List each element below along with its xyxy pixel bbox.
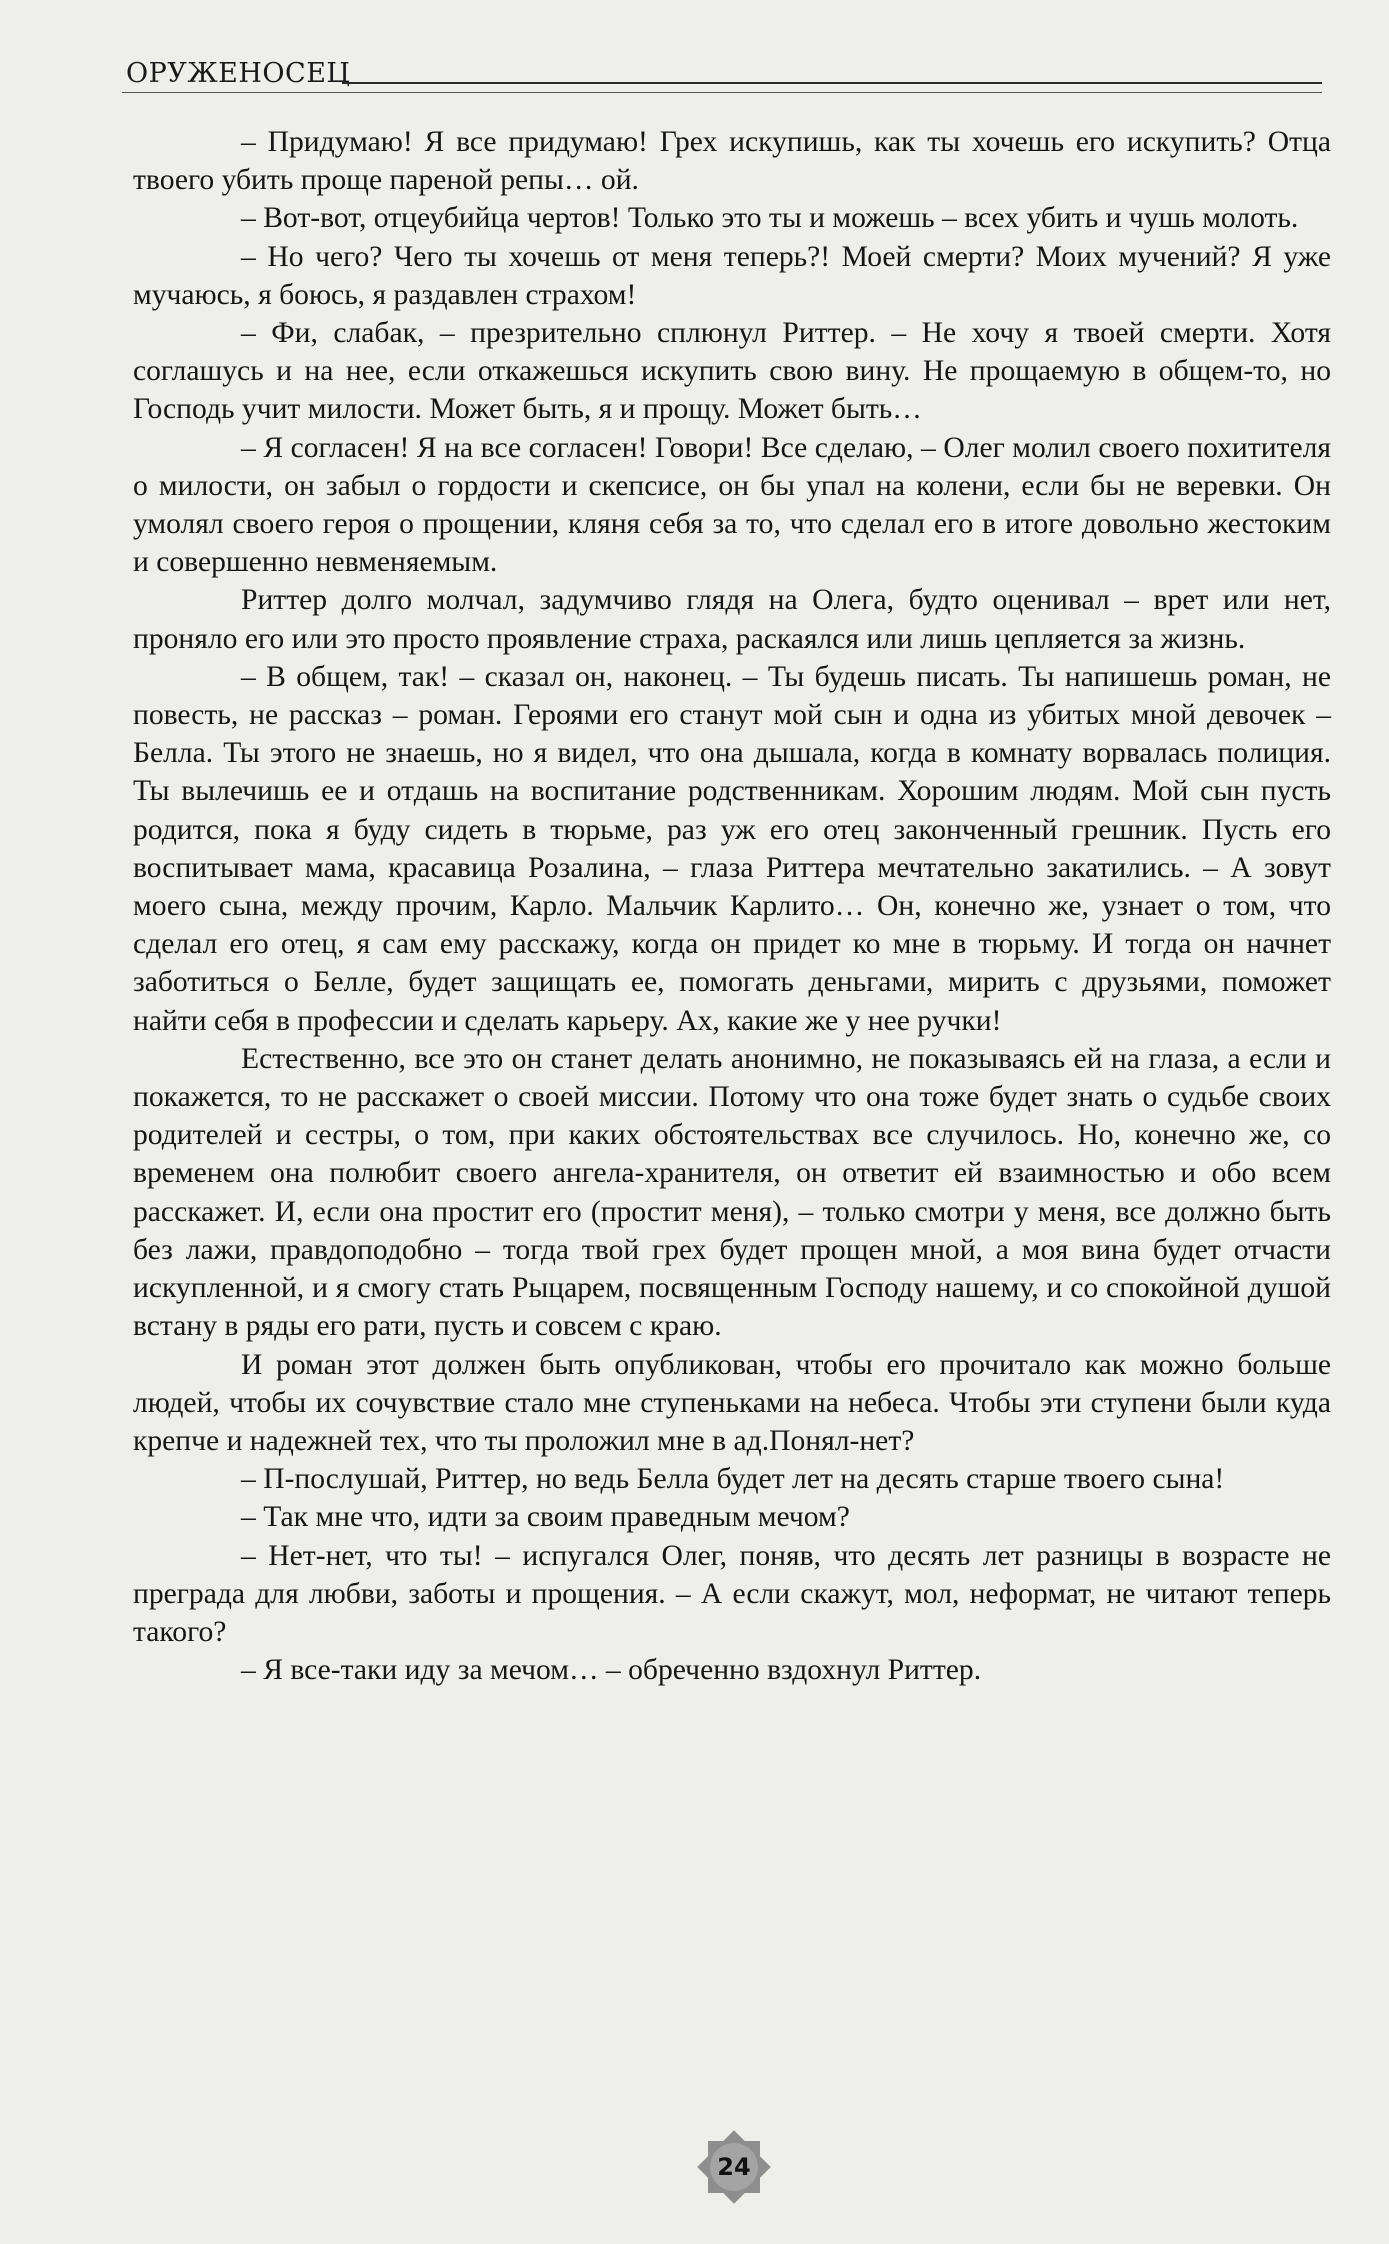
paragraph: Естественно, все это он станет делать анонимно, не показываясь ей на глаза, а если и покажется, то не расскажет о своей миссии. Потому что она тоже будет знать о судьбе своих родителей и сестры, о том, при каких обстоятельствах все случилось. Но, конечно же, со временем она полюбит своего ангела-хранителя, он ответит ей взаимностью и обо всем расскажет. И, если она простит его (простит меня), – только смотри у меня, все должно быть без лажи, правдоподобно – тогда твой грех будет прощен мной, а моя вина будет отчасти искупленной, и я смогу стать Рыцарем, посвященным Господу нашему, и со спокойной душой встану в ряды его рати, пусть и совсем с краю.: [133, 1042, 1331, 1343]
page-number: 24: [717, 2153, 751, 2181]
paragraph: – Так мне что, идти за своим праведным мечом?: [241, 1501, 850, 1534]
page-number-badge: [694, 2127, 774, 2207]
paragraph: – В общем, так! – сказал он, наконец. – Ты будешь писать. Ты напишешь роман, не повесть, не рассказ – роман. Героями его станут мой сын и одна из убитых мной девочек – Белла. Ты этого не знаешь, но я видел, что она дышала, когда в комнату ворвалась полиция. Ты вылечишь ее и отдашь на воспитание родственникам. Хорошим людям. Мой сын пусть родится, пока я буду сидеть в тюрьме, раз уж его отец законченный грешник. Пусть его воспитывает мама, красавица Розалина, – глаза Риттера мечтательно закатились. – А зовут моего сына, между прочим, Карло. Мальчик Карлито… Он, конечно же, узнает о том, что сделал его отец, я сам ему расскажу, когда он придет ко мне в тюрьму. И тогда он начнет заботиться о Белле, будет защищать ее, помогать деньгами, мирить с друзьями, поможет найти себя в профессии и сделать карьеру. Ах, какие же у нее ручки!: [133, 660, 1331, 1037]
paragraph: – Но чего? Чего ты хочешь от меня теперь?! Моей смерти? Моих мучений? Я уже мучаюсь, я боюсь, я раздавлен страхом!: [133, 240, 1331, 311]
paragraph: – П-послушай, Риттер, но ведь Белла будет лет на десять старше твоего сына!: [241, 1463, 1225, 1496]
paragraph: И роман этот должен быть опубликован, чтобы его прочитало как можно больше людей, чтобы их сочувствие стало мне ступеньками на небеса. Чтобы эти ступени были куда крепче и надежней тех, что ты проложил мне в ад.Понял-нет?: [133, 1348, 1331, 1457]
paragraph: – Фи, слабак, – презрительно сплюнул Риттер. – Не хочу я твоей смерти. Хотя соглашусь и на нее, если откажешься искупить свою вину. Не прощаемую в общем-то, но Господь учит милости. Может быть, я и прощу. Может быть…: [133, 317, 1331, 426]
paragraph: Риттер долго молчал, задумчиво глядя на Олега, будто оценивал – врет или нет, проняло его или это просто проявление страха, раскаялся или лишь цепляется за жизнь.: [133, 584, 1331, 655]
paragraph: – Придумаю! Я все придумаю! Грех искупишь, как ты хочешь его искупить? Отца твоего убить проще пареной репы… ой.: [133, 126, 1331, 197]
running-title: ОРУЖЕНОСЕЦ: [126, 58, 351, 89]
paragraph: – Я все-таки иду за мечом… – обреченно вздохнул Риттер.: [241, 1654, 982, 1687]
header-rule: [342, 82, 1322, 84]
header-rule-thin: [122, 92, 1322, 93]
running-header: [122, 58, 1322, 94]
body-text: [133, 123, 1331, 1689]
paragraph: – Вот-вот, отцеубийца чертов! Только это ты и можешь – всех убить и чушь молоть.: [241, 202, 1299, 235]
paragraph: – Я согласен! Я на все согласен! Говори! Все сделаю, – Олег молил своего похитителя о милости, он забыл о гордости и скепсисе, он бы упал на колени, если бы не веревки. Он умолял своего героя о прощении, кляня себя за то, что сделал его в итоге довольно жестоким и совершенно невменяемым.: [133, 431, 1331, 579]
paragraph: – Нет-нет, что ты! – испугался Олег, поняв, что десять лет разницы в возрасте не преграда для любви, заботы и прощения. – А если скажут, мол, неформат, не читают теперь такого?: [133, 1539, 1331, 1648]
